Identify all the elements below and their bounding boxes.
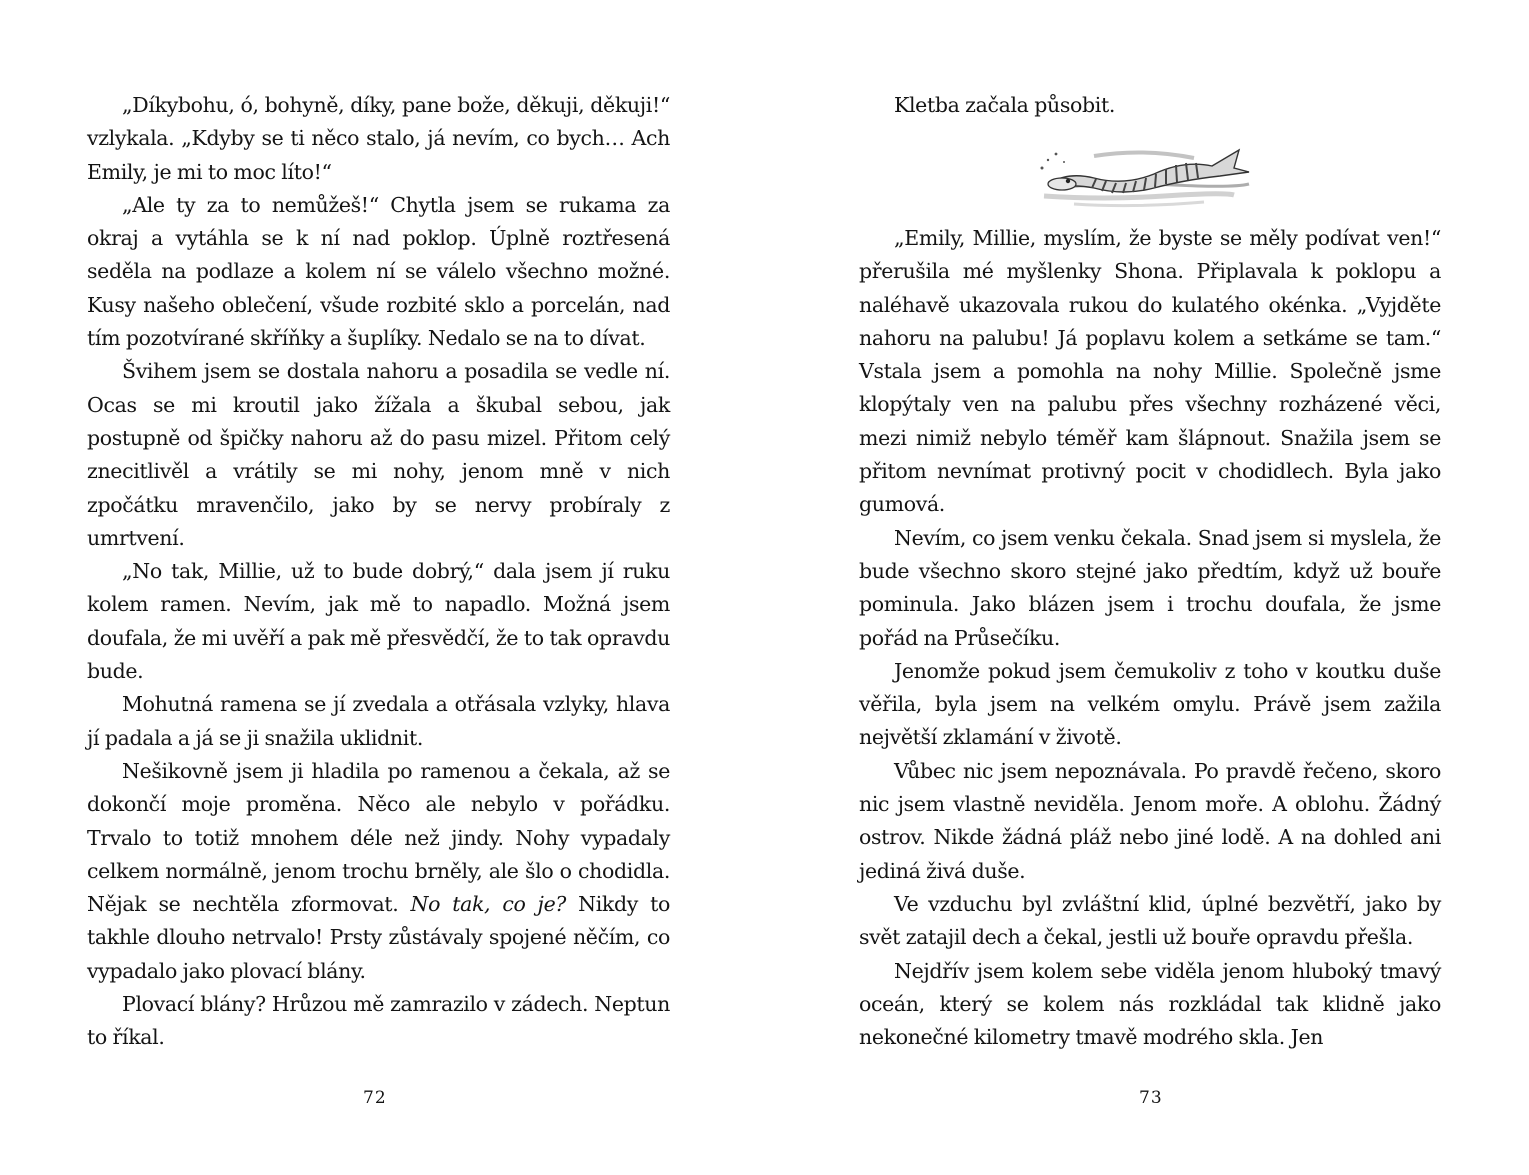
left-text-column — [87, 89, 670, 1055]
paragraph: Plovací blány? Hrůzou mě zamrazilo v zádech. Neptun to říkal. — [87, 992, 670, 1050]
page-number: 73 — [1139, 1088, 1163, 1108]
sea-serpent-illustration — [1034, 138, 1254, 210]
paragraph: Kletba začala působit. — [894, 93, 1116, 117]
paragraph: „Díkybohu, ó, bohyně, díky, pane bože, děkuji, děkuji!“ vzlykala. „Kdyby se ti něco stalo, já nevím, co bych… Ach Emily, je mi to moc líto!“ — [87, 93, 670, 184]
italic-thought: No tak, co je? — [410, 892, 566, 917]
paragraph — [87, 755, 670, 988]
right-page — [764, 0, 1529, 1175]
paragraph: „No tak, Millie, už to bude dobrý,“ dala jsem jí ruku kolem ramen. Nevím, jak mě to napadlo. Možná jsem doufala, že mi uvěří a pak mě přesvědčí, že to tak opravdu bude. — [87, 559, 670, 684]
paragraph-text: Nešikovně jsem ji hladila po ramenou a čekala, až se dokončí moje proměna. Něco ale nebylo v pořádku. Trvalo to totiž mnohem déle než jindy. Nohy vypadaly celkem normálně, jenom trochu brněly, ale šlo o chodidla. Nějak se nechtěla zformovat. — [87, 758, 670, 917]
paragraph: Švihem jsem se dostala nahoru a posadila se vedle ní. Ocas se mi kroutil jako žížala a škubal sebou, jak postupně od špičky nahoru až do pasu mizel. Přitom celý znecitlivěl a vrátily se mi nohy, jenom mně v nich zpočátku mravenčilo, jako by se nervy probíraly z umrtvení. — [87, 359, 670, 550]
paragraph: Jenomže pokud jsem čemukoliv z toho v koutku duše věřila, byla jsem na velkém omylu. Právě jsem zažila největší zklamání v životě. — [859, 658, 1441, 750]
paragraph: „Ale ty za to nemůžeš!“ Chytla jsem se rukama za okraj a vytáhla se k ní nad poklop. Úplně roztřesená seděla na podlaze a kolem ní se válelo všechno možné. Kusy našeho oblečení, všude rozbité sklo a porcelán, nad tím pozotvírané skříňky a šuplíky. Nedalo se na to dívat. — [87, 192, 670, 351]
paragraph: Mohutná ramena se jí zvedala a otřásala vzlyky, hlava jí padala a já se ji snažila uklidnit. — [87, 692, 670, 750]
page-number: 72 — [363, 1088, 387, 1108]
right-text-column — [859, 222, 1441, 1054]
paragraph: Ve vzduchu byl zvláštní klid, úplné bezvětří, jako by svět zatajil dech a čekal, jestli už bouře opravdu přešla. — [859, 891, 1441, 950]
left-page — [0, 0, 764, 1175]
paragraph: Nevím, co jsem venku čekala. Snad jsem si myslela, že bude všechno skoro stejné jako předtím, když už bouře pominula. Jako blázen jsem i trochu doufala, že jsme pořád na Průsečíku. — [859, 525, 1441, 650]
right-opening-line — [859, 89, 1441, 122]
paragraph: Nejdřív jsem kolem sebe viděla jenom hluboký tmavý oceán, který se kolem nás rozkládal tak klidně jako nekonečné kilometry tmavě modrého skla. Jen — [859, 958, 1441, 1050]
paragraph: Vůbec nic jsem nepoznávala. Po pravdě řečeno, skoro nic jsem vlastně neviděla. Jenom moře. A oblohu. Žádný ostrov. Nikde žádná pláž nebo jiné lodě. A na dohled ani jediná živá duše. — [859, 758, 1441, 883]
paragraph: „Emily, Millie, myslím, že byste se měly podívat ven!“ přerušila mé myšlenky Shona. Připlavala k poklopu a naléhavě ukazovala rukou do kulatého okénka. „Vyjděte nahoru na palubu! Já poplavu kolem a setkáme se tam.“ Vstala jsem a pomohla na nohy Millie. Společně jsme klopýtaly ven na palubu přes všechny rozházené věci, mezi nimiž nebylo téměř kam šlápnout. Snažila jsem se přitom nevnímat protivný pocit v chodidlech. Byla jako gumová. — [859, 226, 1441, 517]
paragraph-text: Nikdy to takhle dlouho netrvalo! Prsty zůstávaly spojené něčím, co vypadalo jako plovací blány. — [87, 892, 670, 983]
